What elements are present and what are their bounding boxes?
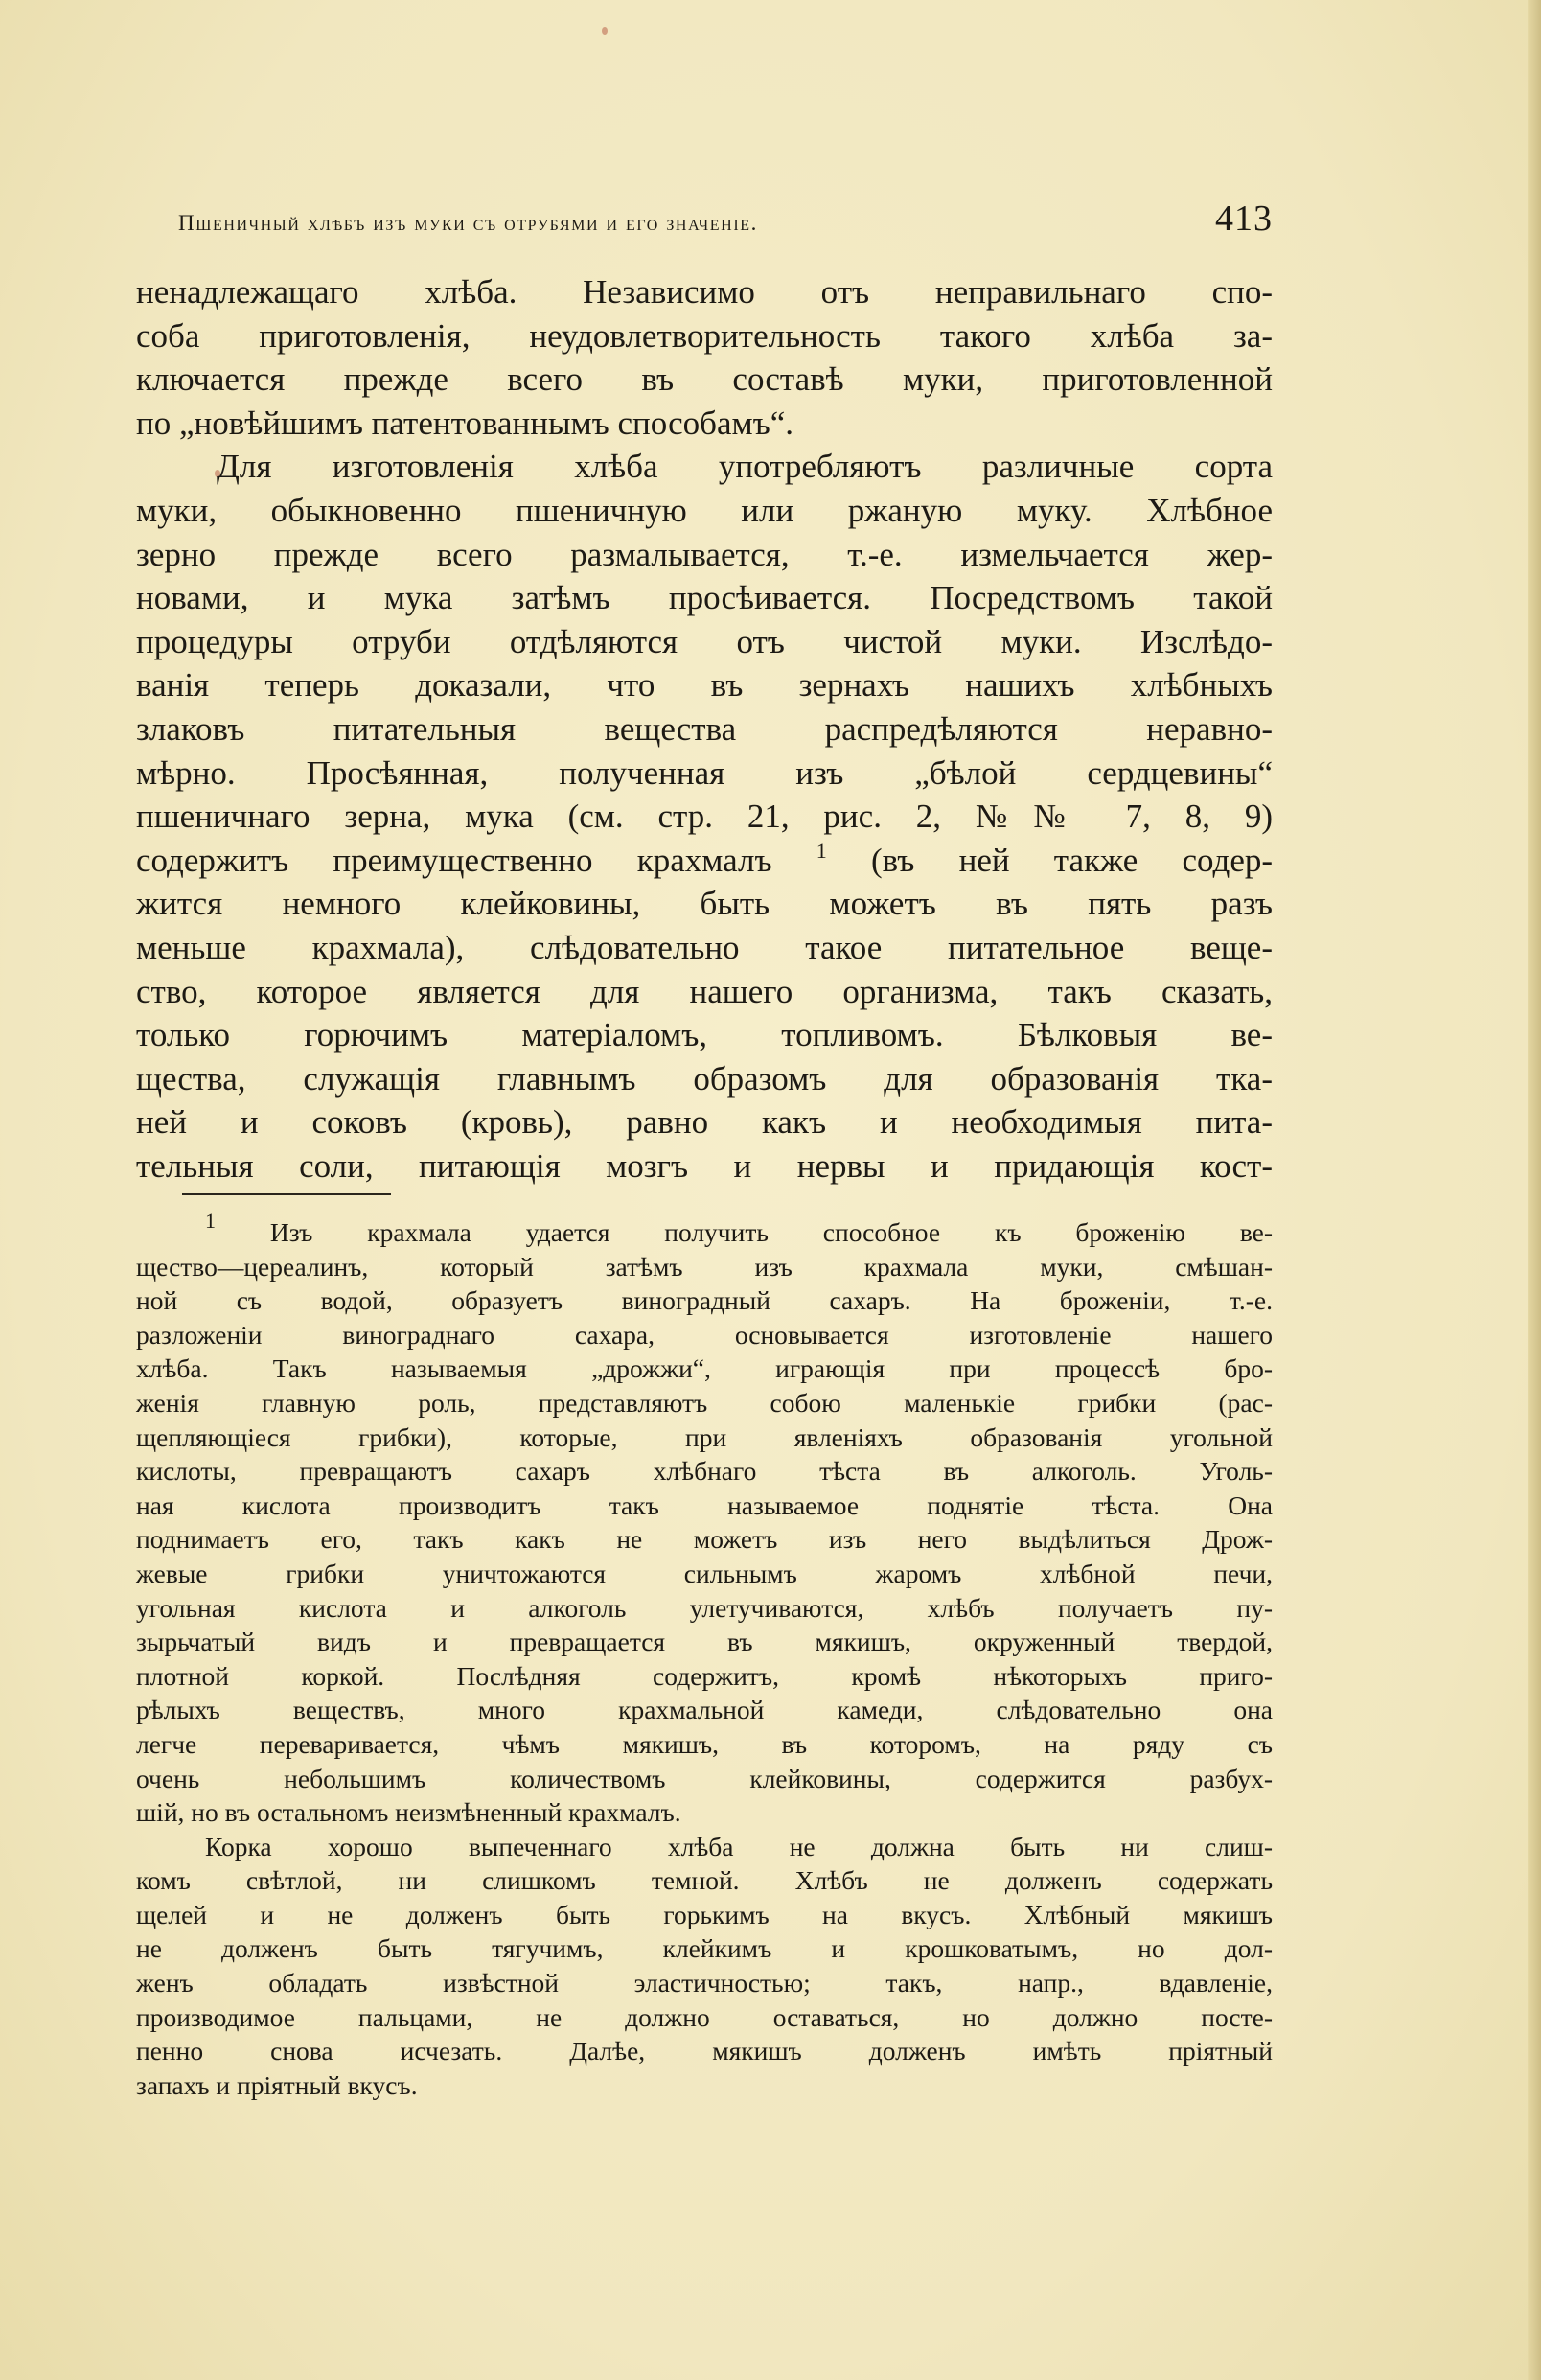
footnote-line: производимое пальцами, не должно оставаться, но должно посте-: [136, 2001, 1273, 2032]
text-line: меньше крахмала), слѣдовательно такое питательное веще-: [136, 928, 1273, 966]
footnote-line: жевые грибки уничтожаются сильнымъ жаромъ хлѣбной печи,: [136, 1558, 1273, 1588]
footnote-line: очень небольшимъ количествомъ клейковины, содержится разбух-: [136, 1763, 1273, 1793]
text-line: тельныя соли, питающія мозгъ и нервы и придающія кост-: [136, 1146, 1273, 1185]
footnote-line: щелей и не долженъ быть горькимъ на вкусъ. Хлѣбный мякишъ: [136, 1899, 1273, 1929]
footnotes: [136, 1209, 1274, 2102]
text-line: жится немного клейковины, быть можетъ въ пять разъ: [136, 885, 1273, 923]
text-line: щества, служащія главнымъ образомъ для образованія тка-: [136, 1059, 1273, 1098]
footnote-line: разложеніи винограднаго сахара, основывается изготовленіе нашего: [136, 1319, 1273, 1350]
text-line: новами, и мука затѣмъ просѣивается. Посредствомъ такой: [136, 579, 1273, 617]
footnote-line: запахъ и пріятный вкусъ.: [136, 2069, 418, 2100]
text-line: ство, которое является для нашего организма, такъ сказать,: [136, 972, 1273, 1010]
footnote-divider: [182, 1193, 391, 1195]
text-line: процедуры отруби отдѣляются отъ чистой муки. Изслѣдо-: [136, 622, 1273, 660]
footnote-line: женія главную роль, представляютъ собою маленькіе грибки (рас-: [136, 1387, 1273, 1418]
footnote-line: шій, но въ остальномъ неизмѣненный крахмалъ.: [136, 1797, 681, 1828]
text-line: соба приготовленія, неудовлетворительность такого хлѣба за-: [136, 316, 1273, 355]
text-line: мѣрно. Просѣянная, полученная изъ „бѣлой сердцевины“: [136, 753, 1273, 792]
page-edge-shadow: [1528, 0, 1541, 2380]
footnote-line: плотной коркой. Послѣдняя содержитъ, кромѣ нѣкоторыхъ приго-: [136, 1660, 1273, 1691]
text-line: только горючимъ матеріаломъ, топливомъ. Бѣлковыя ве-: [136, 1016, 1273, 1054]
text-line: зерно прежде всего размалывается, т.-е. измельчается жер-: [136, 535, 1273, 573]
text-line: Для изготовленія хлѣба употребляютъ различные сорта: [217, 448, 1273, 486]
footnote-marker: 1: [205, 1209, 216, 1233]
footnote-line: [136, 1209, 1274, 1250]
footnote-line: комъ свѣтлой, ни слишкомъ темной. Хлѣбъ не долженъ содержать: [136, 1865, 1273, 1896]
text-line: ней и соковъ (кровь), равно какъ и необходимыя пита-: [136, 1103, 1273, 1142]
text-line: пшеничнаго зерна, мука (см. стр. 21, рис. 2, №№ 7, 8, 9): [136, 797, 1273, 836]
footnote-line: рѣлыхъ веществъ, много крахмальной камеди, слѣдовательно она: [136, 1695, 1273, 1725]
footnote-line: поднимаетъ его, такъ какъ не можетъ изъ него выдѣлиться Дрож-: [136, 1524, 1273, 1555]
text-line: ключается прежде всего въ составѣ муки, приготовленной: [136, 360, 1273, 399]
text-segment: содержитъ преимущественно крахмалъ: [136, 841, 772, 879]
footnote-line: ная кислота производитъ такъ называемое поднятіе тѣста. Она: [136, 1490, 1273, 1520]
footnote-line: хлѣба. Такъ называемыя „дрожжи“, играющія при процессѣ бро-: [136, 1353, 1273, 1384]
text-line: муки, обыкновенно пшеничную или ржаную муку. Хлѣбное: [136, 491, 1273, 529]
running-header: [178, 197, 1273, 240]
footnote-line: не долженъ быть тягучимъ, клейкимъ и крошковатымъ, но дол-: [136, 1933, 1273, 1964]
text-segment: (въ ней также содер-: [870, 841, 1274, 879]
ink-spot: [602, 27, 608, 35]
footnote-line: ной съ водой, образуетъ виноградный сахаръ. На броженіи, т.-е.: [136, 1285, 1273, 1316]
footnote-reference: 1: [816, 838, 827, 863]
footnote-line: пенно снова исчезать. Далѣе, мякишъ долженъ имѣть пріятный: [136, 2036, 1273, 2067]
text-segment: Изъ крахмала удается получить способное къ броженію ве-: [269, 1217, 1274, 1247]
footnote-line: угольная кислота и алкоголь улетучиваются, хлѣбъ получаетъ пу-: [136, 1592, 1273, 1623]
text-line: [136, 839, 1273, 883]
footnote-line: щепляющіеся грибки), которые, при явленіяхъ образованія угольной: [136, 1421, 1273, 1452]
footnote-line: Корка хорошо выпеченнаго хлѣба не должна быть ни слиш-: [205, 1831, 1273, 1861]
footnote-line: кислоты, превращаютъ сахаръ хлѣбнаго тѣста въ алкоголь. Уголь-: [136, 1456, 1273, 1487]
text-line: ненадлежащаго хлѣба. Независимо отъ неправильнаго спо-: [136, 273, 1273, 311]
main-text: [136, 270, 1273, 1188]
footnote-line: женъ обладать извѣстной эластичностью; такъ, напр., вдавленіе,: [136, 1968, 1273, 1999]
running-header-title: Пшеничный хлѣбъ изъ муки съ отрубями и его значеніе.: [178, 211, 758, 235]
page-number: 413: [1215, 198, 1273, 239]
footnote-line: щество—цереалинъ, который затѣмъ изъ крахмала муки, смѣшан-: [136, 1251, 1273, 1282]
text-line: по „новѣйшимъ патентованнымъ способамъ“.: [136, 404, 794, 442]
footnote-line: зырьчатый видъ и превращается въ мякишъ, окруженный твердой,: [136, 1627, 1273, 1657]
text-line: ванія теперь доказали, что въ зернахъ нашихъ хлѣбныхъ: [136, 666, 1273, 705]
text-line: злаковъ питательныя вещества распредѣляются неравно-: [136, 709, 1273, 748]
footnote-line: легче переваривается, чѣмъ мякишъ, въ которомъ, на ряду съ: [136, 1728, 1273, 1759]
